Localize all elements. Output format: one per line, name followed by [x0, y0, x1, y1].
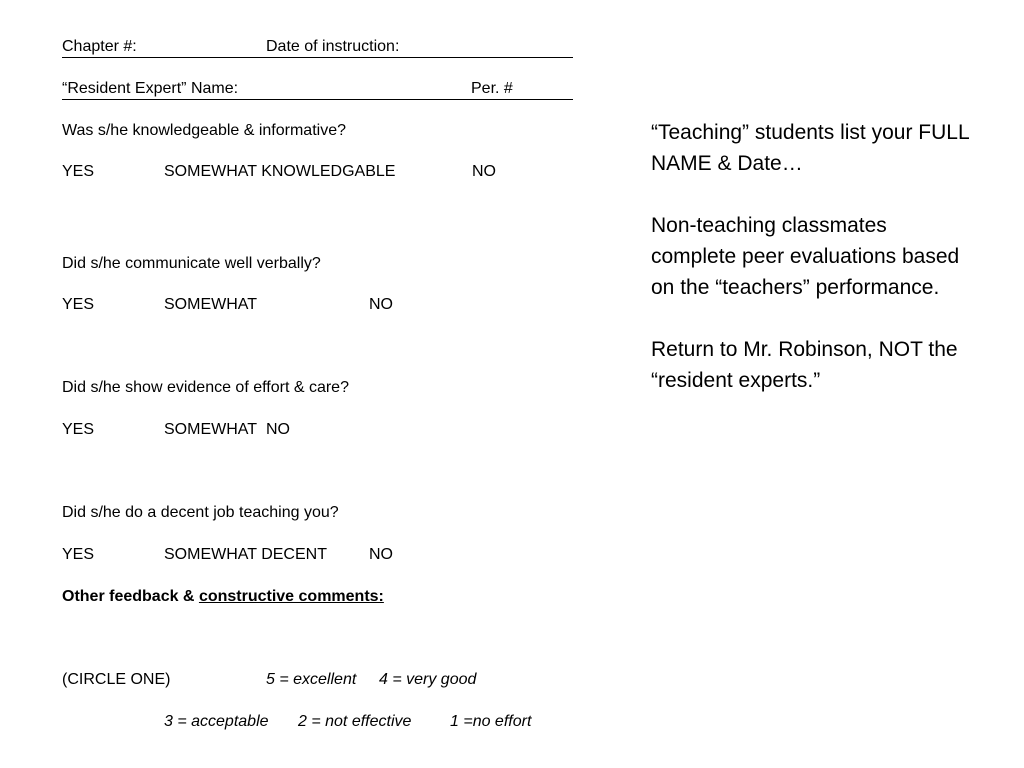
option-yes[interactable]: YES [62, 163, 95, 180]
option-no[interactable]: NO [472, 163, 496, 180]
instruction-paragraph: “Teaching” students list your FULL NAME & Date… [651, 121, 969, 175]
question-text: Did s/he do a decent job teaching you? [62, 504, 339, 521]
period-label: Per. # [471, 80, 513, 97]
question-text: Was s/he knowledgeable & informative? [62, 122, 346, 139]
option-somewhat[interactable]: SOMEWHAT [164, 421, 258, 438]
feedback-label [62, 587, 384, 607]
option-yes[interactable]: YES [62, 421, 95, 438]
expert-name-line[interactable] [62, 79, 573, 100]
instruction-paragraph: Non-teaching classmates complete peer evaluations based on the “teachers” performance. [651, 214, 960, 299]
feedback-label-bold: Other feedback & [62, 588, 195, 605]
option-no[interactable]: NO [369, 296, 393, 313]
option-yes[interactable]: YES [62, 296, 95, 313]
feedback-label-underlined: constructive comments: [198, 588, 384, 605]
option-yes[interactable]: YES [62, 546, 95, 563]
question-text: Did s/he communicate well verbally? [62, 255, 321, 272]
scale-excellent[interactable]: 5 = excellent [266, 671, 357, 688]
chapter-date-line[interactable] [62, 37, 573, 58]
question-text: Did s/he show evidence of effort & care? [62, 379, 349, 396]
option-somewhat[interactable]: SOMEWHAT [164, 296, 258, 313]
date-label: Date of instruction: [266, 38, 400, 55]
option-no[interactable]: NO [266, 421, 290, 438]
scale-very-good[interactable]: 4 = very good [379, 671, 477, 688]
scale-acceptable[interactable]: 3 = acceptable [164, 713, 269, 730]
option-somewhat[interactable]: SOMEWHAT DECENT [164, 546, 327, 563]
instructions-panel [651, 117, 971, 427]
chapter-label: Chapter #: [62, 38, 137, 55]
expert-name-label: “Resident Expert” Name: [62, 80, 239, 97]
option-somewhat[interactable]: SOMEWHAT KNOWLEDGABLE [164, 163, 396, 180]
circle-one-label: (CIRCLE ONE) [62, 671, 171, 688]
scale-not-effective[interactable]: 2 = not effective [298, 713, 412, 730]
instruction-paragraph: Return to Mr. Robinson, NOT the “resident experts.” [651, 338, 958, 392]
option-no[interactable]: NO [369, 546, 393, 563]
scale-no-effort[interactable]: 1 =no effort [450, 713, 532, 730]
